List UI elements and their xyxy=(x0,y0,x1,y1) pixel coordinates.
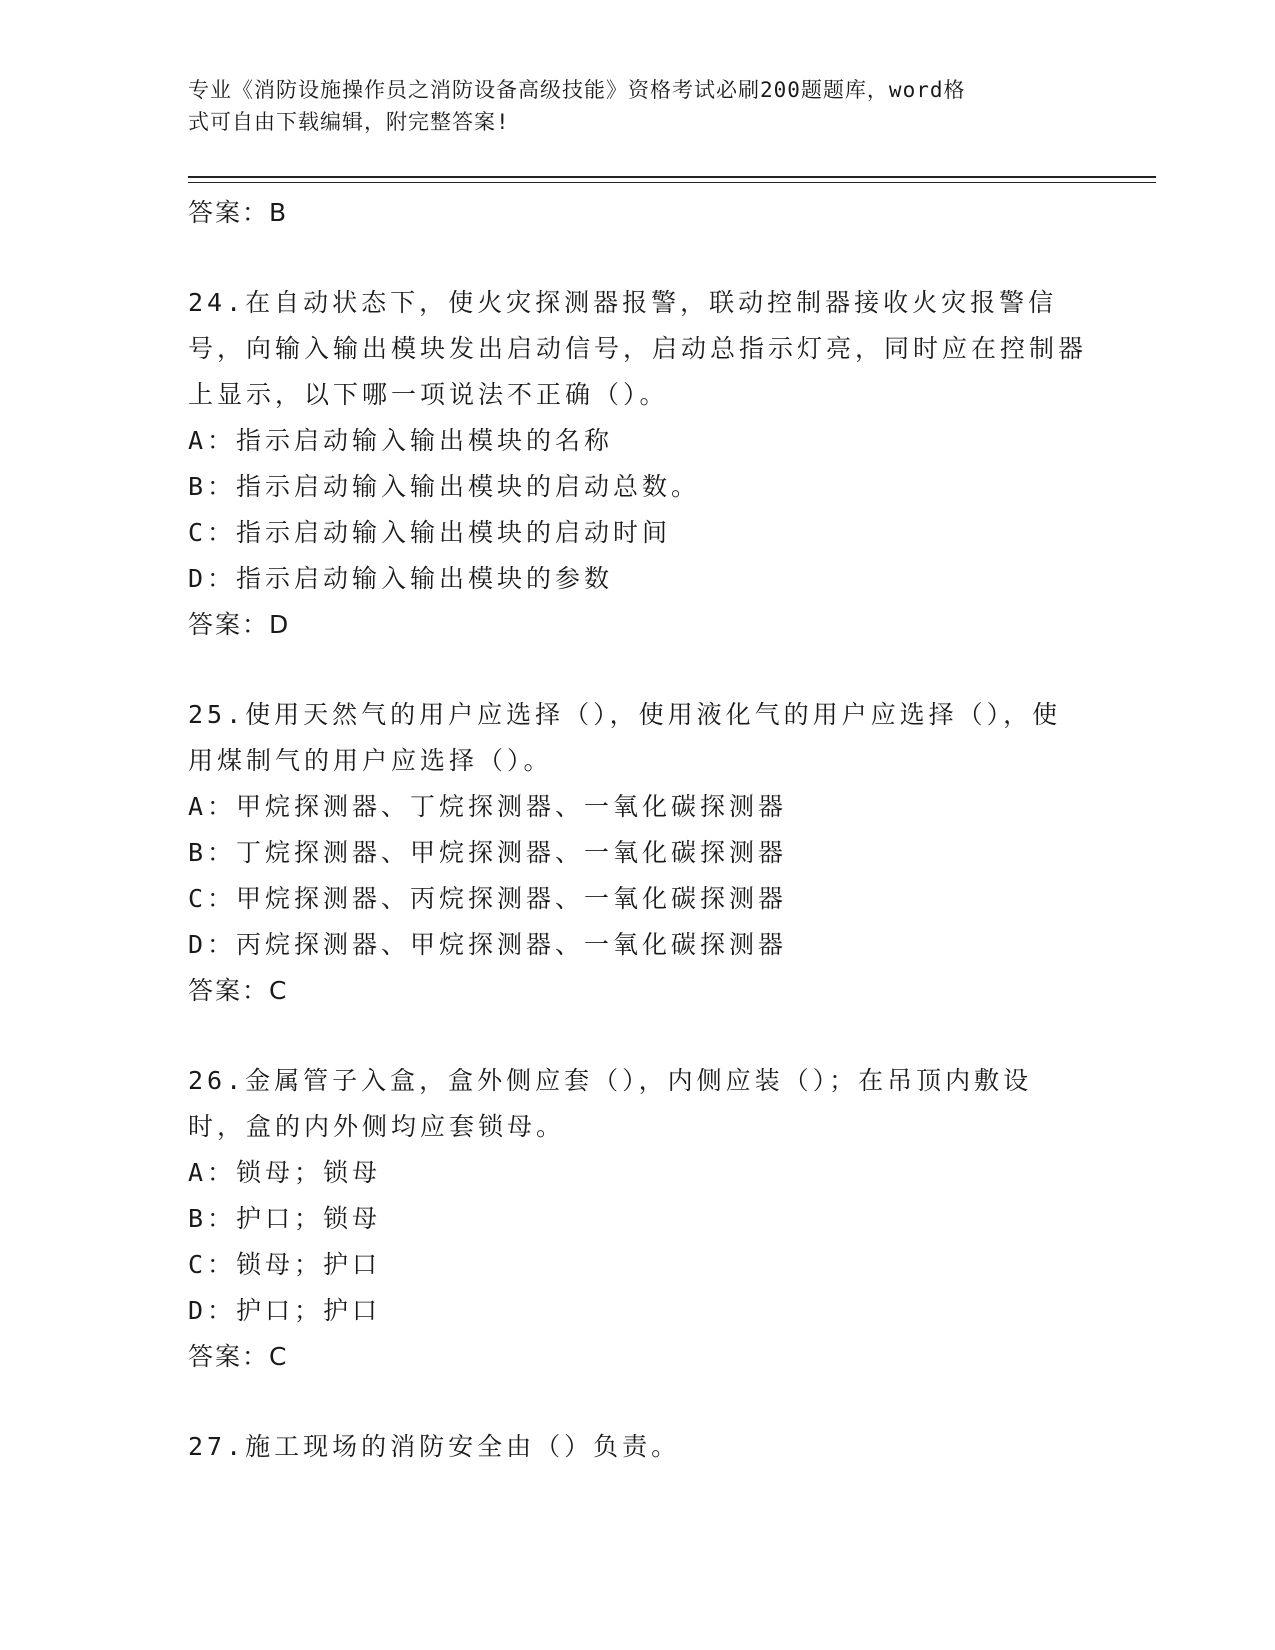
option-d: D：指示启动输入输出模块的参数 xyxy=(188,564,614,593)
header-line-1: 专业《消防设施操作员之消防设备高级技能》资格考试必刷200题题库，word格 xyxy=(188,78,966,102)
option-c: C：甲烷探测器、丙烷探测器、一氧化碳探测器 xyxy=(188,884,788,913)
question-stem: 24.在自动状态下，使火灾探测器报警，联动控制器接收火灾报警信号，向输入输出模块发出启动信号，启动总指示灯亮，同时应在控制器上显示，以下哪一项说法不正确（）。 xyxy=(188,288,1088,409)
option-a: A：甲烷探测器、丁烷探测器、一氧化碳探测器 xyxy=(188,792,788,821)
question-stem: 25.使用天然气的用户应选择（），使用液化气的用户应选择（），使用煤制气的用户应选择（）。 xyxy=(188,700,1062,775)
question-list xyxy=(188,190,1088,1470)
question-26 xyxy=(188,1058,1088,1380)
header-line-2: 式可自由下载编辑，附完整答案! xyxy=(188,110,510,134)
option-c: C：指示启动输入输出模块的启动时间 xyxy=(188,518,672,547)
answer-label: 答案：D xyxy=(188,610,291,639)
option-d: D：丙烷探测器、甲烷探测器、一氧化碳探测器 xyxy=(188,930,788,959)
previous-answer: 答案：B xyxy=(188,198,289,227)
answer-label: 答案：C xyxy=(188,976,289,1005)
question-27 xyxy=(188,1424,1088,1470)
question-stem: 27.施工现场的消防安全由（）负责。 xyxy=(188,1432,681,1461)
header-divider-thin xyxy=(188,182,1156,183)
option-a: A：锁母；锁母 xyxy=(188,1158,382,1187)
option-d: D：护口；护口 xyxy=(188,1296,382,1325)
option-b: B：丁烷探测器、甲烷探测器、一氧化碳探测器 xyxy=(188,838,788,867)
question-25 xyxy=(188,692,1088,1014)
option-b: B：护口；锁母 xyxy=(188,1204,382,1233)
document-header xyxy=(188,74,1088,138)
answer-label: 答案：C xyxy=(188,1342,289,1371)
question-24 xyxy=(188,280,1088,648)
header-divider-thick xyxy=(188,176,1156,178)
question-stem: 26.金属管子入盒，盒外侧应套（），内侧应装（）；在吊顶内敷设时，盒的内外侧均应套锁母。 xyxy=(188,1066,1033,1141)
option-b: B：指示启动输入输出模块的启动总数。 xyxy=(188,472,701,501)
option-a: A：指示启动输入输出模块的名称 xyxy=(188,426,614,455)
option-c: C：锁母；护口 xyxy=(188,1250,382,1279)
